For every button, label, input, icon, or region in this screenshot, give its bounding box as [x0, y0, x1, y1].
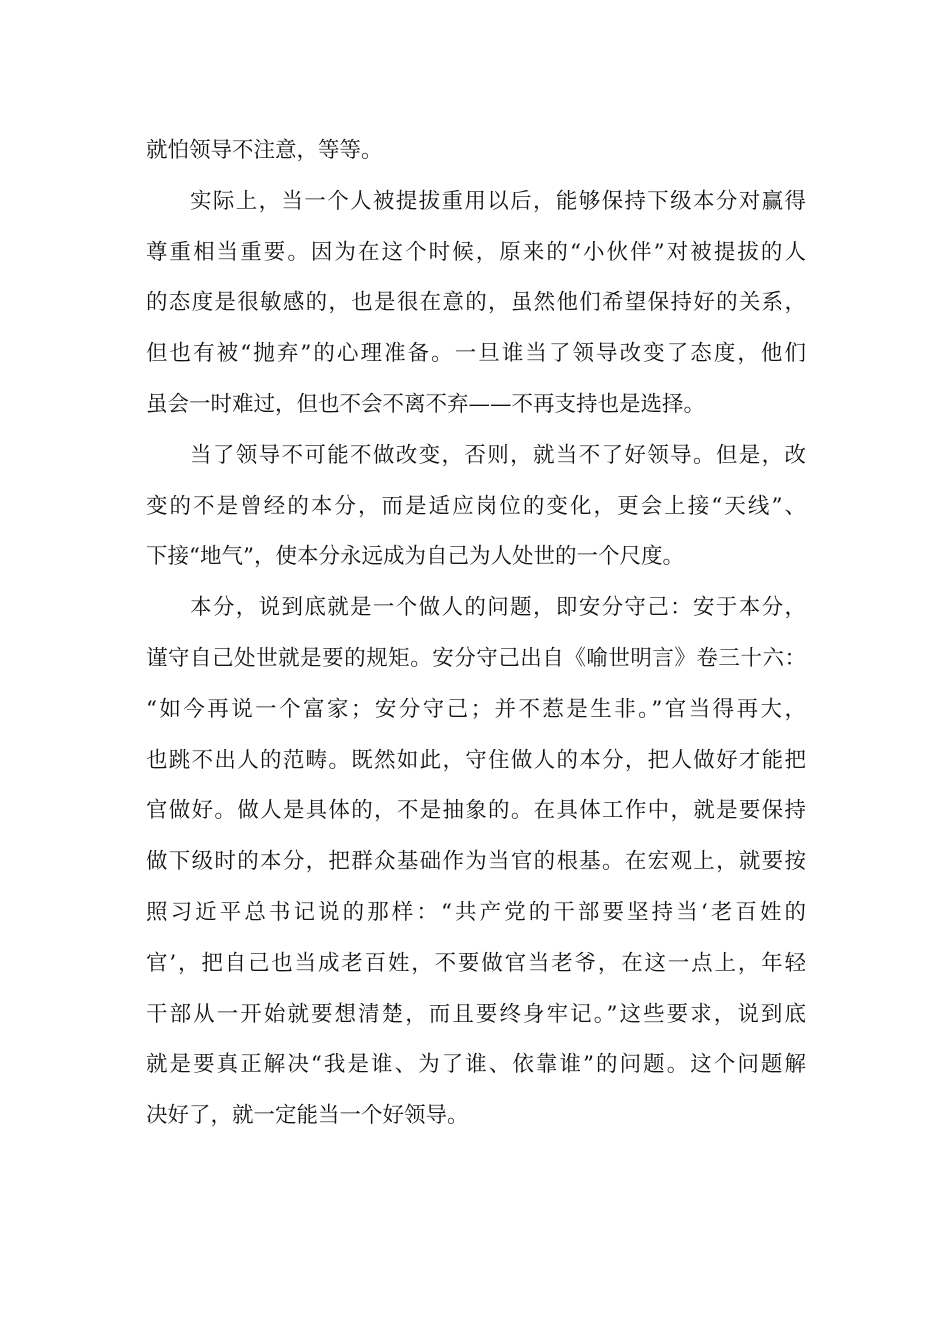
- text-line: 决好了，就一定能当一个好领导。: [146, 1103, 469, 1129]
- text-line: 谨守自己处世就是要的规矩。安分守己出自《喻世明言》卷三十六：: [146, 645, 806, 671]
- text-line: 官做好。做人是具体的，不是抽象的。在具体工作中，就是要保持: [146, 798, 806, 824]
- text-line: 就是要真正解决“我是谁、为了谁、依靠谁”的问题。这个问题解: [146, 1052, 806, 1078]
- text-line: 做下级时的本分，把群众基础作为当官的根基。在宏观上，就要按: [146, 849, 806, 875]
- text-line: 下接“地气”，使本分永远成为自己为人处世的一个尺度。: [146, 544, 684, 570]
- text-line: 实际上，当一个人被提拔重用以后，能够保持下级本分对赢得: [190, 188, 806, 214]
- text-line: 就怕领导不注意，等等。: [146, 138, 383, 163]
- document-body: [146, 126, 806, 1142]
- text-line: 官’，把自己也当成老百姓，不要做官当老爷，在这一点上，年轻: [146, 950, 806, 976]
- text-line: 变的不是曾经的本分，而是适应岗位的变化，更会上接“天线”、: [146, 493, 806, 519]
- text-line: 虽会一时难过，但也不会不离不弃——不再支持也是选择。: [146, 391, 706, 417]
- text-line: “如今再说一个富家；安分守己；并不惹是生非。”官当得再大，: [146, 696, 806, 722]
- text-line: 的态度是很敏感的，也是很在意的，虽然他们希望保持好的关系，: [146, 290, 806, 316]
- text-line: 也跳不出人的范畴。既然如此，守住做人的本分，把人做好才能把: [146, 747, 806, 773]
- text-line: 干部从一开始就要想清楚，而且要终身牢记。”这些要求，说到底: [146, 1001, 806, 1027]
- text-line: 照习近平总书记说的那样：“共产党的干部要坚持当‘老百姓的: [146, 899, 806, 925]
- text-line: 但也有被“抛弃”的心理准备。一旦谁当了领导改变了态度，他们: [146, 341, 806, 367]
- text-line: 本分，说到底就是一个做人的问题，即安分守己：安于本分，: [190, 595, 806, 621]
- text-line: 当了领导不可能不做改变，否则，就当不了好领导。但是，改: [190, 442, 806, 468]
- text-line: 尊重相当重要。因为在这个时候，原来的“小伙伴”对被提拔的人: [146, 239, 806, 265]
